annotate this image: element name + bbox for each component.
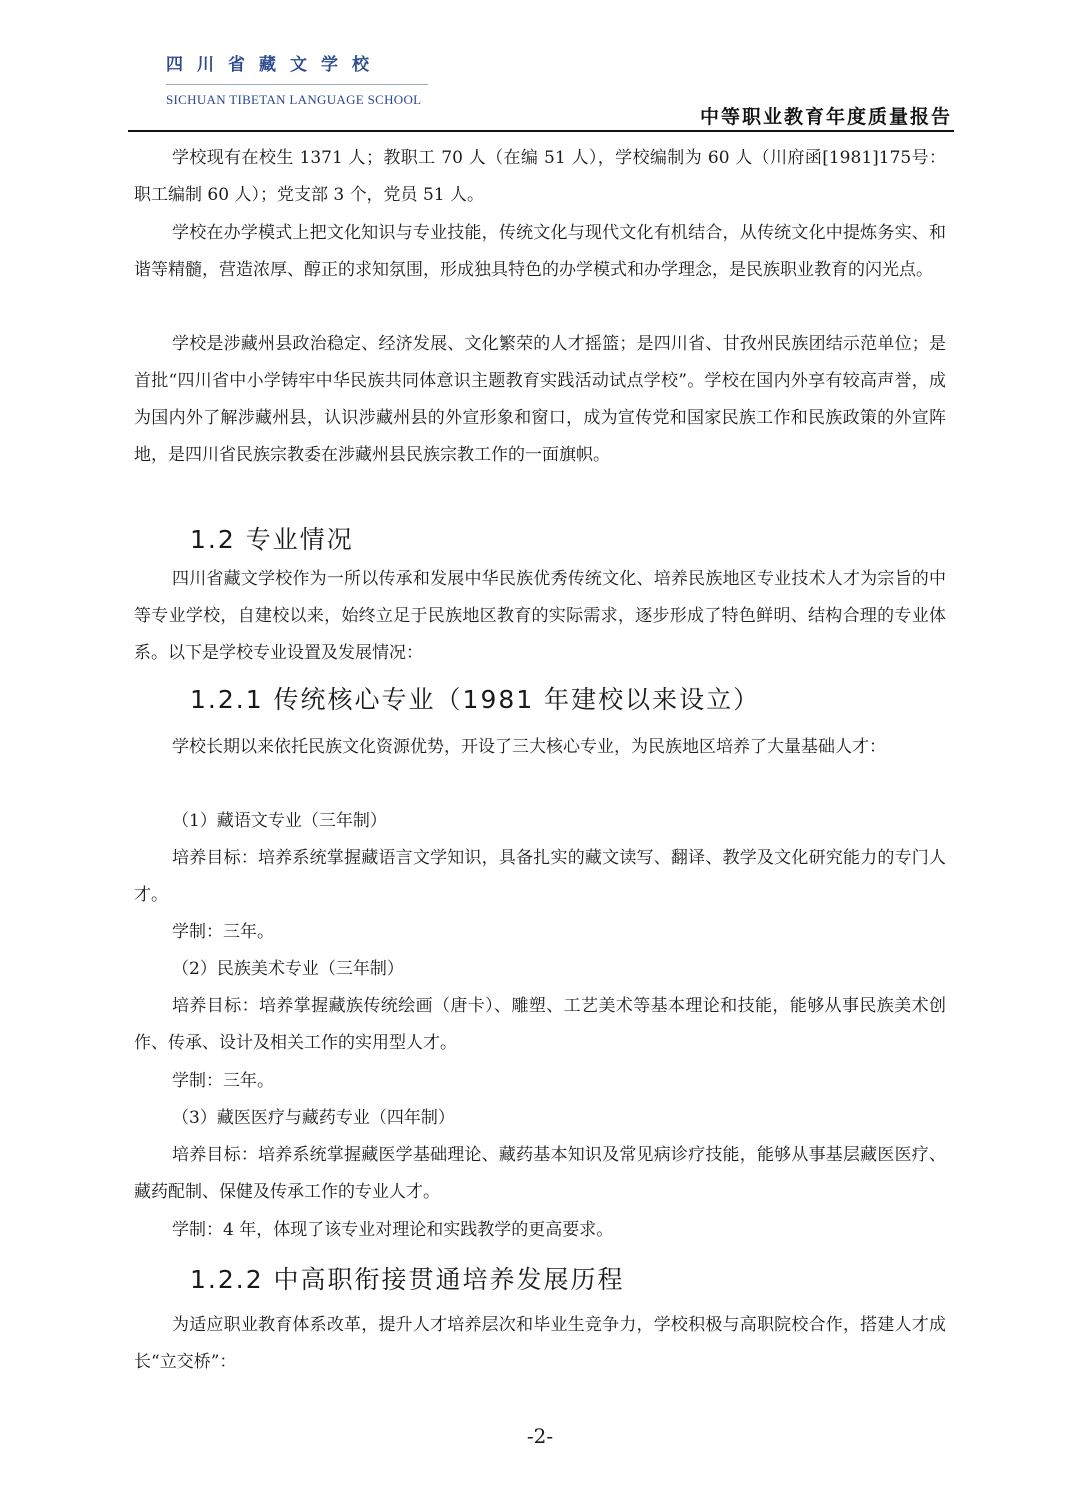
- major-3-goal: 培养目标：培养系统掌握藏医学基础理论、藏药基本知识及常见病诊疗技能，能够从事基层藏医医疗、藏药配制、保健及传承工作的专业人才。: [134, 1145, 946, 1202]
- paragraph-enrollment: 学校现有在校生 1371 人；教职工 70 人（在编 51 人），学校编制为 60 人（川府函[1981]175号：职工编制 60 人）；党支部 3 个，党员 51 人。: [134, 148, 946, 205]
- major-3-title: （3）藏医医疗与藏药专业（四年制）: [172, 1108, 455, 1128]
- school-name-en: SICHUAN TIBETAN LANGUAGE SCHOOL: [166, 92, 422, 107]
- header-deco-line: [166, 84, 428, 85]
- report-title: 中等职业教育年度质量报告: [699, 106, 952, 128]
- heading-1-2-1: 1.2.1 传统核心专业（1981 年建校以来设立）: [190, 685, 761, 714]
- school-name-cn: 四川省藏文学校: [166, 55, 383, 75]
- paragraph-core-majors: 学校长期以来依托民族文化资源优势，开设了三大核心专业，为民族地区培养了大量基础人才：: [172, 737, 886, 757]
- paragraph-school-model: 学校在办学模式上把文化知识与专业技能，传统文化与现代文化有机结合，从传统文化中提炼务实、和谐等精髓，营造浓厚、醇正的求知氛围，形成独具特色的办学模式和办学理念，是民族职业教育的闪光点。: [134, 223, 946, 280]
- major-2-years: 学制：三年。: [172, 1071, 274, 1091]
- header-rule: [128, 130, 954, 132]
- major-1-goal: 培养目标：培养系统掌握藏语言文学知识，具备扎实的藏文读写、翻译、教学及文化研究能力的专门人才。: [134, 848, 946, 905]
- heading-1-2-2: 1.2.2 中高职衔接贯通培养发展历程: [190, 1265, 625, 1294]
- paragraph-majors-intro: 四川省藏文学校作为一所以传承和发展中华民族优秀传统文化、培养民族地区专业技术人才为宗旨的中等专业学校，自建校以来，始终立足于民族地区教育的实际需求，逐步形成了特色鲜明、结构合理的专业体系。以下是学校专业设置及发展情况：: [134, 569, 946, 663]
- major-2-goal: 培养目标：培养掌握藏族传统绘画（唐卡）、雕塑、工艺美术等基本理论和技能，能够从事民族美术创作、传承、设计及相关工作的实用型人才。: [134, 996, 946, 1053]
- heading-1-2: 1.2 专业情况: [190, 525, 354, 554]
- major-3-years: 学制：4 年，体现了该专业对理论和实践教学的更高要求。: [172, 1220, 614, 1240]
- paragraph-school-role: 学校是涉藏州县政治稳定、经济发展、文化繁荣的人才摇篮；是四川省、甘孜州民族团结示范单位；是首批“四川省中小学铸牢中华民族共同体意识主题教育实践活动试点学校”。学校在国内外享有较高声誉，成为国内外了解涉藏州县，认识涉藏州县的外宣形象和窗口，成为宣传党和国家民族工作和民族政策的外宣阵地，是四川省民族宗教委在涉藏州县民族宗教工作的一面旗帜。: [134, 334, 946, 465]
- major-1-years: 学制：三年。: [172, 922, 274, 942]
- major-2-title: （2）民族美术专业（三年制）: [172, 959, 404, 979]
- paragraph-bridging: 为适应职业教育体系改革，提升人才培养层次和毕业生竞争力，学校积极与高职院校合作，搭建人才成长“立交桥”：: [134, 1315, 946, 1372]
- major-1-title: （1）藏语文专业（三年制）: [172, 811, 387, 831]
- page-number: -2-: [526, 1424, 554, 1448]
